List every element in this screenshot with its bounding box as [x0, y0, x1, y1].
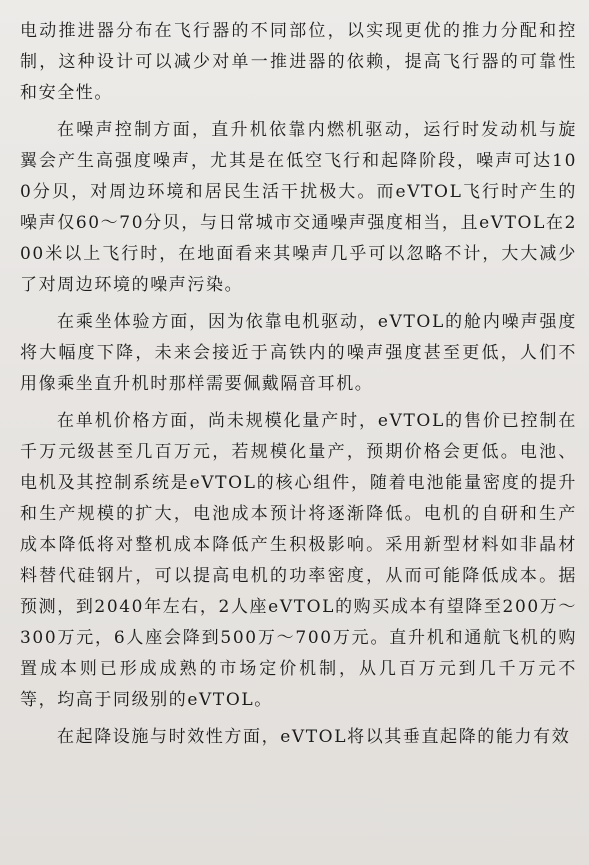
paragraph-ride-experience: 在乘坐体验方面，因为依靠电机驱动，eVTOL的舱内噪声强度将大幅度下降，未来会接近于高铁内的噪声强度甚至更低，人们不用像乘坐直升机时那样需要佩戴隔音耳机。 — [20, 312, 577, 394]
paragraph-takeoff-facilities: 在起降设施与时效性方面，eVTOL将以其垂直起降的能力有效 — [57, 727, 571, 747]
paragraph-distributed-propulsion: 电动推进器分布在飞行器的不同部位，以实现更优的推力分配和控制，这种设计可以减少对单一推进器的依赖，提高飞行器的可靠性和安全性。 — [20, 21, 577, 103]
paragraph-noise-control: 在噪声控制方面，直升机依靠内燃机驱动，运行时发动机与旋翼会产生高强度噪声，尤其是在低空飞行和起降阶段，噪声可达100分贝，对周边环境和居民生活干扰极大。而eVTOL飞行时产生的噪声仅60～70分贝，与日常城市交通噪声强度相当，且eVTOL在200米以上飞行时，在地面看来其噪声几乎可以忽略不计，大大减少了对周边环境的噪声污染。 — [20, 120, 577, 295]
paragraph-unit-price: 在单机价格方面，尚未规模化量产时，eVTOL的售价已控制在千万元级甚至几百万元，若规模化量产，预期价格会更低。电池、电机及其控制系统是eVTOL的核心组件，随着电池能量密度的提升和生产规模的扩大，电池成本预计将逐渐降低。电机的自研和生产成本降低将对整机成本降低产生积极影响。采用新型材料如非晶材料替代硅钢片，可以提高电机的功率密度，从而可能降低成本。据预测，到2040年左右，2人座eVTOL的购买成本有望降至200万～300万元，6人座会降到500万～700万元。直升机和通航飞机的购置成本则已形成成熟的市场定价机制，从几百万元到几千万元不等，均高于同级别的eVTOL。 — [20, 411, 577, 710]
